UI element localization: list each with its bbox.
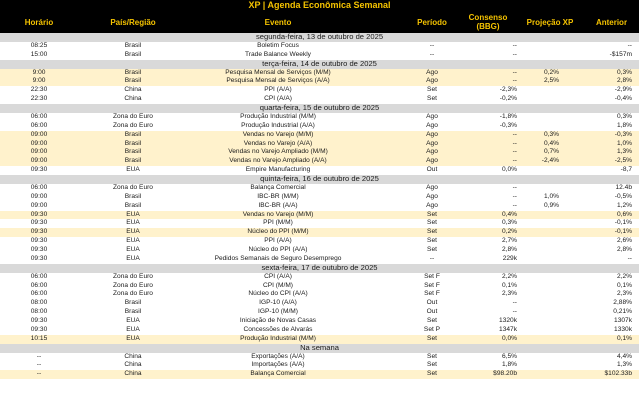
cell-period: Set F xyxy=(424,290,440,298)
day-header-row: quarta-feira, 15 de outubro de 2025 xyxy=(0,104,639,113)
table-row xyxy=(0,184,639,193)
cell-period: Set xyxy=(427,317,437,324)
cell-country: Brasil xyxy=(124,41,142,49)
cell-previous: -0,3% xyxy=(614,130,632,138)
cell-previous: 0,1% xyxy=(616,281,632,289)
cell-period: -- xyxy=(429,254,435,262)
column-header-previous: Anterior xyxy=(595,17,628,27)
cell-previous: 2,88% xyxy=(613,299,632,307)
cell-time: 09:30 xyxy=(30,317,48,324)
table-row xyxy=(0,282,639,291)
cell-time: 22:30 xyxy=(30,86,48,94)
page-title: XP | Agenda Econômica Semanal xyxy=(0,0,639,11)
cell-country: Brasil xyxy=(124,50,142,58)
cell-period: Out xyxy=(426,299,438,307)
cell-event: PPI (A/A) xyxy=(264,237,292,245)
cell-consensus: -0,3% xyxy=(499,121,517,129)
cell-time: 09:30 xyxy=(30,325,48,333)
cell-consensus: 0,3% xyxy=(501,219,517,227)
cell-projection xyxy=(518,282,559,291)
cell-country: EUA xyxy=(126,334,140,342)
cell-projection xyxy=(518,246,559,255)
cell-projection xyxy=(518,86,559,95)
cell-projection xyxy=(518,326,559,335)
cell-period: Set xyxy=(427,352,437,360)
cell-projection: 0,4% xyxy=(543,139,559,147)
cell-projection xyxy=(518,51,559,60)
cell-period: Ago xyxy=(426,68,438,76)
cell-time: 22:30 xyxy=(30,95,48,103)
cell-event: IBC-BR (M/M) xyxy=(257,192,299,200)
cell-period: Set xyxy=(427,228,437,236)
cell-event: PPI (M/M) xyxy=(263,219,293,227)
cell-projection xyxy=(518,228,559,237)
table-row xyxy=(0,299,639,308)
column-header-time: Horário xyxy=(24,17,54,27)
cell-previous: -0,4% xyxy=(614,95,632,103)
table-row xyxy=(0,86,639,95)
cell-period: -- xyxy=(429,41,435,49)
cell-period: Ago xyxy=(426,192,438,200)
cell-time: 06:00 xyxy=(30,112,48,120)
cell-projection: -2,4% xyxy=(541,157,559,165)
cell-period: Set xyxy=(427,334,437,342)
cell-projection xyxy=(518,166,559,175)
cell-consensus: -- xyxy=(512,77,517,85)
cell-consensus: -1,8% xyxy=(499,112,517,120)
cell-consensus: -- xyxy=(512,192,517,200)
cell-time: 09:00 xyxy=(30,148,48,156)
cell-period: Ago xyxy=(426,77,438,85)
cell-event: Balança Comercial xyxy=(250,370,306,378)
cell-consensus: -- xyxy=(512,308,517,316)
cell-time: 09:30 xyxy=(30,228,48,236)
cell-consensus: -- xyxy=(512,157,517,165)
cell-event: Produção Industrial (M/M) xyxy=(240,334,316,342)
cell-consensus: 2,8% xyxy=(501,246,517,253)
cell-time: -- xyxy=(36,352,42,360)
cell-consensus: 1320k xyxy=(499,317,517,324)
cell-event: IGP-10 (M/M) xyxy=(258,308,298,316)
cell-country: Brasil xyxy=(124,68,142,76)
cell-event: Empire Manufacturing xyxy=(245,166,311,174)
cell-previous: 1,3% xyxy=(616,361,632,369)
cell-projection xyxy=(518,95,559,104)
cell-country: Brasil xyxy=(124,201,142,209)
cell-period: Ago xyxy=(426,148,438,156)
cell-consensus: -- xyxy=(512,68,517,76)
cell-time: 09:30 xyxy=(30,246,48,253)
cell-event: Vendas no Varejo Ampliado (M/M) xyxy=(228,148,328,156)
cell-country: EUA xyxy=(126,254,140,262)
column-header-event: Evento xyxy=(264,17,292,27)
cell-period: Ago xyxy=(426,139,438,147)
cell-time: 15:00 xyxy=(30,50,48,58)
cell-event: CPI (A/A) xyxy=(264,272,292,280)
cell-previous: 2,8% xyxy=(616,77,632,85)
cell-time: 06:00 xyxy=(30,183,48,191)
cell-period: Set xyxy=(427,86,437,94)
cell-consensus: -- xyxy=(512,139,517,147)
cell-event: Iniciação de Novas Casas xyxy=(239,317,317,324)
cell-projection xyxy=(518,219,559,228)
day-header-row: quinta-feira, 16 de outubro de 2025 xyxy=(0,175,639,184)
cell-previous: 2,6% xyxy=(616,237,632,245)
cell-projection: 0,7% xyxy=(543,148,559,156)
cell-event: Produção Industrial (M/M) xyxy=(240,112,316,120)
cell-projection xyxy=(518,299,559,308)
cell-period: Out xyxy=(426,308,438,316)
cell-previous: 1,8% xyxy=(616,121,632,129)
cell-previous: 1,2% xyxy=(616,201,632,209)
table-row xyxy=(0,370,639,379)
cell-previous: -2,5% xyxy=(614,157,632,165)
table-header xyxy=(0,11,639,33)
cell-consensus: -- xyxy=(512,299,517,307)
cell-country: China xyxy=(124,352,142,360)
cell-country: Brasil xyxy=(124,130,142,138)
table-row xyxy=(0,202,639,211)
cell-time: 09:30 xyxy=(30,166,48,174)
cell-event: Pesquisa Mensal de Serviços (M/M) xyxy=(225,68,331,76)
cell-consensus: 1,8% xyxy=(501,361,517,369)
cell-previous: -8,7 xyxy=(620,166,632,174)
cell-projection: 1,0% xyxy=(543,192,559,200)
cell-country: EUA xyxy=(126,317,140,324)
cell-projection xyxy=(518,308,559,317)
cell-previous: 1,0% xyxy=(616,139,632,147)
cell-consensus: -- xyxy=(512,183,517,191)
cell-projection xyxy=(518,122,559,131)
cell-event: Vendas no Varejo Ampliado (A/A) xyxy=(229,157,327,165)
cell-country: EUA xyxy=(126,166,140,174)
cell-projection xyxy=(518,184,559,193)
cell-consensus: 2,2% xyxy=(501,272,517,280)
cell-consensus: 0,4% xyxy=(501,210,517,218)
cell-event: Núcleo do CPI (A/A) xyxy=(248,290,308,298)
cell-event: Vendas no Varejo (M/M) xyxy=(242,210,314,218)
cell-event: Boletim Focus xyxy=(257,41,299,49)
table-row xyxy=(0,361,639,370)
cell-time: 09:00 xyxy=(30,130,48,138)
table-row xyxy=(0,273,639,282)
table-row xyxy=(0,317,639,326)
cell-projection xyxy=(518,255,559,264)
cell-previous: -- xyxy=(627,254,632,262)
cell-time: 09:30 xyxy=(30,210,48,218)
cell-country: Brasil xyxy=(124,139,142,147)
day-header-row: sexta-feira, 17 de outubro de 2025 xyxy=(0,264,639,273)
table-row xyxy=(0,211,639,220)
table-row xyxy=(0,219,639,228)
cell-period: Out xyxy=(426,166,438,174)
cell-event: Trade Balance Weekly xyxy=(245,50,311,58)
cell-country: EUA xyxy=(126,237,140,245)
cell-consensus: 0,0% xyxy=(501,334,517,342)
cell-projection xyxy=(518,237,559,246)
cell-period: -- xyxy=(429,50,435,58)
cell-projection: 0,2% xyxy=(543,68,559,76)
table-row xyxy=(0,77,639,86)
cell-period: Set xyxy=(427,95,437,103)
cell-previous: 1,3% xyxy=(616,148,632,156)
cell-time: 06:00 xyxy=(30,272,48,280)
cell-period: Ago xyxy=(426,121,438,129)
cell-previous: 0,3% xyxy=(616,68,632,76)
cell-consensus: 1347k xyxy=(499,325,517,333)
cell-projection xyxy=(518,113,559,122)
cell-event: Núcleo do PPI (M/M) xyxy=(247,228,309,236)
cell-previous: 2,2% xyxy=(616,272,632,280)
cell-period: Ago xyxy=(426,201,438,209)
cell-country: Brasil xyxy=(124,148,142,156)
cell-time: 09:30 xyxy=(30,254,48,262)
cell-projection: 2,5% xyxy=(543,77,559,85)
cell-time: 09:30 xyxy=(30,237,48,245)
cell-event: Concessões de Alvarás xyxy=(243,325,313,333)
table-row xyxy=(0,290,639,299)
cell-consensus: 0,2% xyxy=(501,228,517,236)
table-body xyxy=(0,33,639,379)
cell-country: Brasil xyxy=(124,299,142,307)
table-row xyxy=(0,326,639,335)
cell-previous: 2,8% xyxy=(616,246,632,253)
cell-period: Set xyxy=(427,237,437,245)
cell-period: Set xyxy=(427,361,437,369)
cell-country: Zona do Euro xyxy=(113,272,153,280)
cell-previous: -0,5% xyxy=(614,192,632,200)
day-header-row: Na semana xyxy=(0,344,639,353)
cell-event: Núcleo do PPI (A/A) xyxy=(248,246,308,253)
cell-country: Zona do Euro xyxy=(113,121,153,129)
cell-consensus: 0,1% xyxy=(501,281,517,289)
cell-projection xyxy=(518,317,559,326)
cell-previous: -2,9% xyxy=(614,86,632,94)
cell-period: Ago xyxy=(426,183,438,191)
table-row xyxy=(0,113,639,122)
cell-consensus: -- xyxy=(512,130,517,138)
table-row xyxy=(0,69,639,78)
cell-time: 09:00 xyxy=(30,157,48,165)
cell-previous: 0,6% xyxy=(616,210,632,218)
cell-country: Brasil xyxy=(124,157,142,165)
cell-time: 09:00 xyxy=(30,192,48,200)
cell-period: Set xyxy=(427,210,437,218)
cell-previous: 4,4% xyxy=(616,352,632,360)
cell-previous: 0,3% xyxy=(616,112,632,120)
cell-country: Zona do Euro xyxy=(113,290,153,298)
table-row xyxy=(0,140,639,149)
table-row xyxy=(0,42,639,51)
table-row xyxy=(0,308,639,317)
cell-projection xyxy=(518,273,559,282)
cell-consensus: -- xyxy=(512,50,517,58)
cell-projection xyxy=(518,42,559,51)
cell-event: Importações (A/A) xyxy=(251,361,305,369)
cell-event: Pesquisa Mensal de Serviços (A/A) xyxy=(226,77,330,85)
cell-event: CPI (M/M) xyxy=(262,281,294,289)
cell-previous: 0,21% xyxy=(613,308,632,316)
cell-period: Set F xyxy=(424,272,440,280)
table-row xyxy=(0,237,639,246)
cell-time: 9:00 xyxy=(32,68,46,76)
cell-consensus: 6,5% xyxy=(501,352,517,360)
cell-event: Exportações (A/A) xyxy=(251,352,305,360)
cell-event: Vendas no Varejo (A/A) xyxy=(243,139,313,147)
cell-time: -- xyxy=(36,361,42,369)
cell-projection xyxy=(518,290,559,299)
cell-country: EUA xyxy=(126,210,140,218)
table-row xyxy=(0,228,639,237)
cell-event: CPI (A/A) xyxy=(264,95,292,103)
cell-period: Set xyxy=(427,246,437,253)
cell-period: Set F xyxy=(424,281,440,289)
cell-period: Set xyxy=(427,370,437,378)
cell-previous: -$157m xyxy=(609,50,632,58)
cell-country: EUA xyxy=(126,325,140,333)
cell-country: China xyxy=(124,370,142,378)
cell-time: -- xyxy=(36,370,42,378)
cell-consensus: -2,3% xyxy=(499,86,517,94)
cell-time: 08:00 xyxy=(30,308,48,316)
cell-projection: 0,9% xyxy=(543,201,559,209)
cell-projection: 0,3% xyxy=(543,130,559,138)
cell-country: Zona do Euro xyxy=(113,112,153,120)
table-row xyxy=(0,157,639,166)
column-header-consensus: Consenso (BBG) xyxy=(468,13,508,31)
cell-time: 09:30 xyxy=(30,219,48,227)
cell-country: Brasil xyxy=(124,77,142,85)
column-header-country: País/Região xyxy=(110,17,156,27)
cell-consensus: 2,3% xyxy=(501,290,517,298)
cell-previous: -- xyxy=(627,41,632,49)
cell-projection xyxy=(518,335,559,344)
cell-period: Set xyxy=(427,219,437,227)
column-header-period: Período xyxy=(417,17,447,27)
cell-country: China xyxy=(124,361,142,369)
cell-time: 9:00 xyxy=(32,77,46,85)
cell-event: IGP-10 (A/A) xyxy=(259,299,297,307)
cell-consensus: -- xyxy=(512,201,517,209)
cell-country: EUA xyxy=(126,219,140,227)
cell-time: 09:00 xyxy=(30,201,48,209)
cell-event: Produção Industrial (A/A) xyxy=(241,121,315,129)
cell-event: Pedidos Semanais de Seguro Desemprego xyxy=(214,254,342,262)
cell-projection xyxy=(518,211,559,220)
cell-time: 09:00 xyxy=(30,139,48,147)
cell-country: EUA xyxy=(126,246,140,253)
cell-country: Zona do Euro xyxy=(113,281,153,289)
cell-consensus: -0,2% xyxy=(499,95,517,103)
column-header-projection: Projeção XP xyxy=(526,17,574,27)
table-row xyxy=(0,148,639,157)
cell-event: IBC-BR (A/A) xyxy=(258,201,298,209)
cell-previous: 1307k xyxy=(614,317,632,324)
cell-country: China xyxy=(124,86,142,94)
cell-projection xyxy=(518,370,559,379)
cell-consensus: -- xyxy=(512,148,517,156)
cell-country: Brasil xyxy=(124,308,142,316)
cell-period: Ago xyxy=(426,112,438,120)
cell-period: Ago xyxy=(426,157,438,165)
table-row xyxy=(0,353,639,362)
cell-previous: -0,1% xyxy=(614,228,632,236)
cell-time: 10:15 xyxy=(30,334,48,342)
cell-previous: $102.33b xyxy=(604,370,632,378)
cell-time: 06:00 xyxy=(30,281,48,289)
cell-time: 08:25 xyxy=(30,41,48,49)
cell-time: 06:00 xyxy=(30,290,48,298)
cell-country: EUA xyxy=(126,228,140,236)
cell-consensus: 229k xyxy=(502,254,517,262)
table-row xyxy=(0,193,639,202)
cell-period: Set P xyxy=(423,325,441,333)
cell-event: PPI (A/A) xyxy=(264,86,292,94)
cell-previous: 1330k xyxy=(614,325,632,333)
table-row xyxy=(0,131,639,140)
table-row xyxy=(0,246,639,255)
cell-previous: 0,1% xyxy=(616,334,632,342)
cell-consensus: -- xyxy=(512,41,517,49)
cell-time: 06:00 xyxy=(30,121,48,129)
cell-event: Balança Comercial xyxy=(250,183,306,191)
cell-time: 08:00 xyxy=(30,299,48,307)
cell-previous: -0,1% xyxy=(614,219,632,227)
cell-consensus: $98.20b xyxy=(493,370,517,378)
cell-previous: 12.4b xyxy=(615,183,632,191)
cell-projection xyxy=(518,361,559,370)
cell-country: Brasil xyxy=(124,192,142,200)
day-header-row: segunda-feira, 13 de outubro de 2025 xyxy=(0,33,639,42)
cell-previous: 2,3% xyxy=(616,290,632,298)
cell-consensus: 0,0% xyxy=(501,166,517,174)
cell-consensus: 2,7% xyxy=(501,237,517,245)
cell-projection xyxy=(518,353,559,362)
cell-country: China xyxy=(124,95,142,103)
cell-country: Zona do Euro xyxy=(113,183,153,191)
cell-period: Ago xyxy=(426,130,438,138)
day-header-row: terça-feira, 14 de outubro de 2025 xyxy=(0,60,639,69)
cell-event: Vendas no Varejo (M/M) xyxy=(242,130,314,138)
table-row xyxy=(0,122,639,131)
